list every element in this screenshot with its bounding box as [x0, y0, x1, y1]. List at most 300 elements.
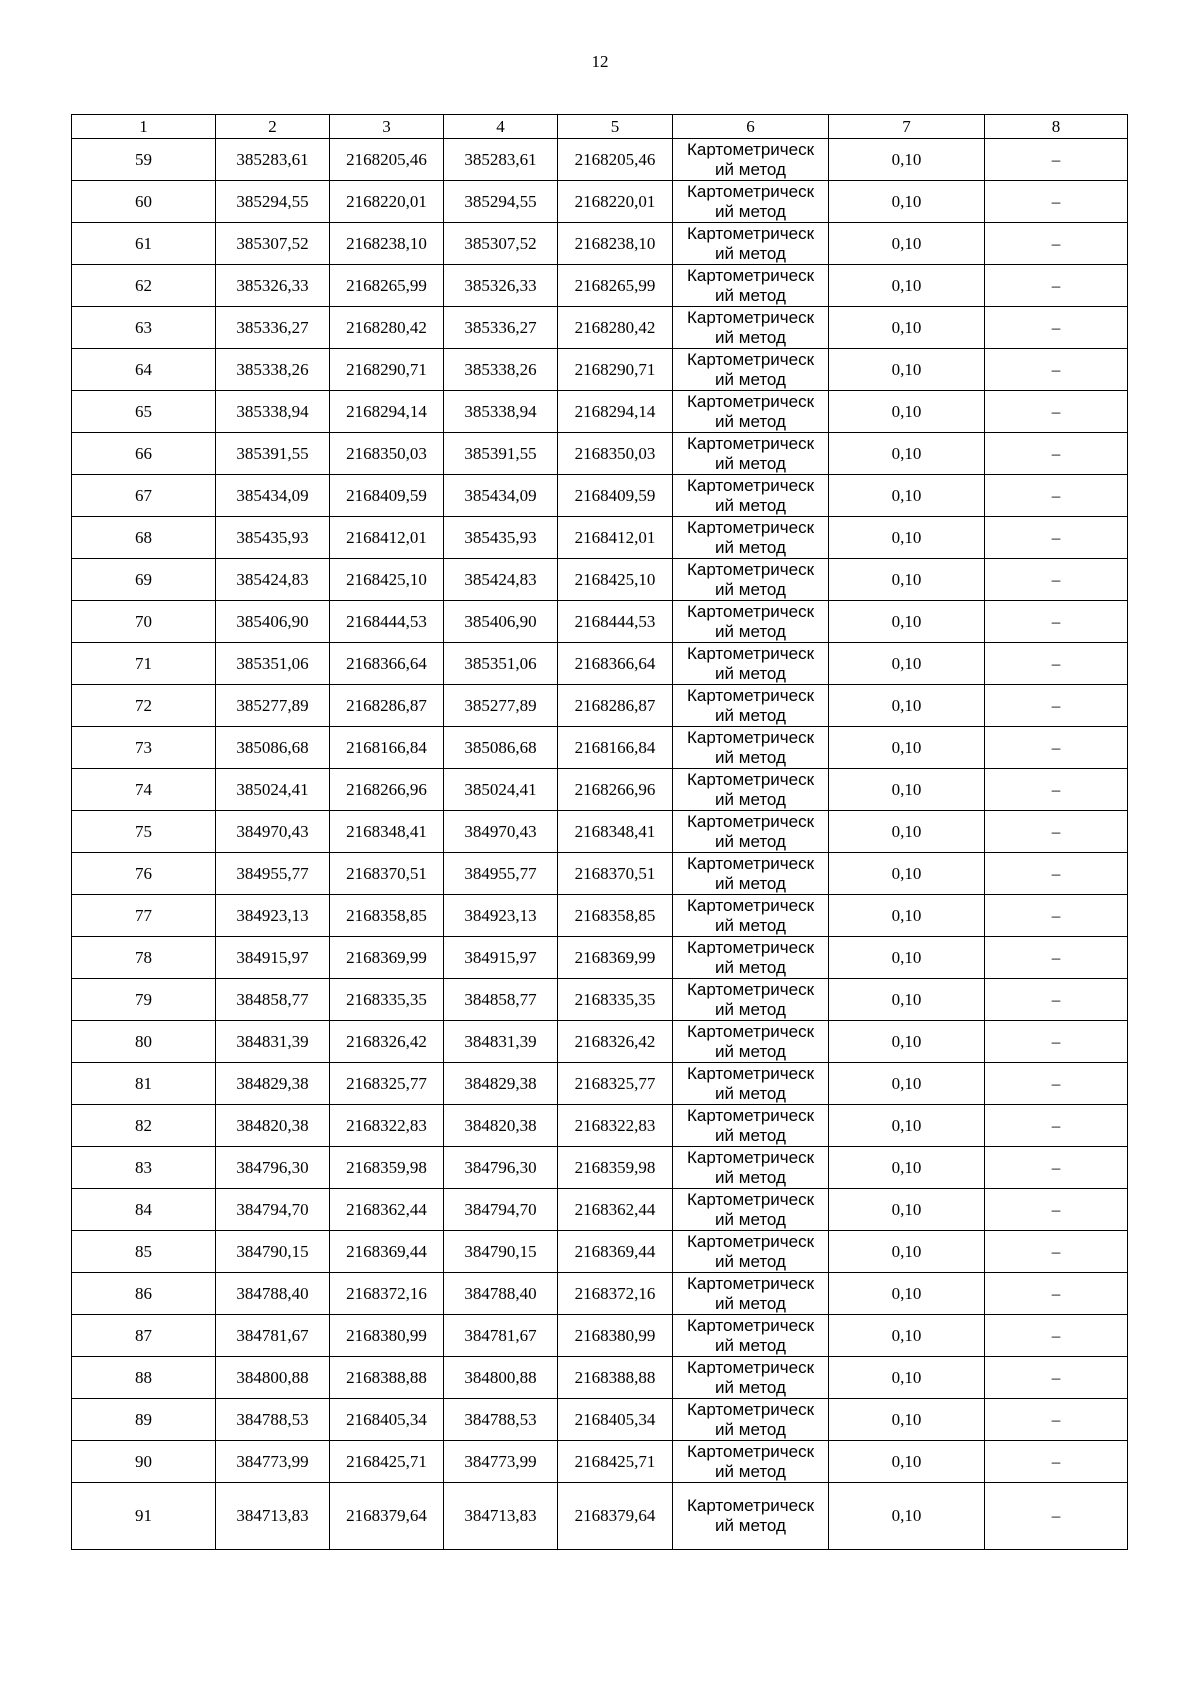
- x-existing-cell: 385338,94: [216, 391, 330, 433]
- x-existing-cell: 385326,33: [216, 265, 330, 307]
- table-row: [72, 979, 1128, 1021]
- method-cell: [673, 475, 829, 517]
- point-number-cell: 74: [72, 769, 216, 811]
- method-cell: [673, 307, 829, 349]
- method-text: Картометрическ: [686, 1021, 815, 1041]
- y-existing-cell: 2168359,98: [330, 1147, 444, 1189]
- point-number-cell: 79: [72, 979, 216, 1021]
- method-cell: [673, 559, 829, 601]
- x-refined-cell: 385338,94: [444, 391, 558, 433]
- method-text: Картометрическ: [686, 349, 815, 369]
- point-number-cell: 87: [72, 1315, 216, 1357]
- y-refined-cell: 2168444,53: [558, 601, 673, 643]
- note-cell: –: [985, 1315, 1128, 1357]
- column-header: 2: [216, 115, 330, 139]
- coordinates-table: [71, 114, 1128, 1550]
- accuracy-cell: 0,10: [829, 181, 985, 223]
- method-cell: [673, 1399, 829, 1441]
- y-refined-cell: 2168348,41: [558, 811, 673, 853]
- column-header: 7: [829, 115, 985, 139]
- method-text: ий метод: [715, 789, 786, 809]
- header-row: [72, 115, 1128, 139]
- x-refined-cell: 385406,90: [444, 601, 558, 643]
- y-existing-cell: 2168265,99: [330, 265, 444, 307]
- point-number-cell: 78: [72, 937, 216, 979]
- y-refined-cell: 2168388,88: [558, 1357, 673, 1399]
- point-number-cell: 67: [72, 475, 216, 517]
- method-text: Картометрическ: [686, 559, 815, 579]
- x-refined-cell: 385338,26: [444, 349, 558, 391]
- y-existing-cell: 2168326,42: [330, 1021, 444, 1063]
- x-existing-cell: 384788,40: [216, 1273, 330, 1315]
- accuracy-cell: 0,10: [829, 349, 985, 391]
- method-cell: [673, 1063, 829, 1105]
- accuracy-cell: 0,10: [829, 1399, 985, 1441]
- y-existing-cell: 2168358,85: [330, 895, 444, 937]
- accuracy-cell: 0,10: [829, 1147, 985, 1189]
- method-text: ий метод: [715, 1419, 786, 1439]
- note-cell: –: [985, 979, 1128, 1021]
- table-row: [72, 517, 1128, 559]
- method-text: ий метод: [715, 201, 786, 221]
- column-header: 1: [72, 115, 216, 139]
- method-text: Картометрическ: [686, 265, 815, 285]
- table-row: [72, 685, 1128, 727]
- y-existing-cell: 2168425,71: [330, 1441, 444, 1483]
- method-text: ий метод: [715, 579, 786, 599]
- method-text: Картометрическ: [686, 1063, 815, 1083]
- point-number-cell: 88: [72, 1357, 216, 1399]
- x-refined-cell: 384829,38: [444, 1063, 558, 1105]
- x-existing-cell: 385294,55: [216, 181, 330, 223]
- table-row: [72, 223, 1128, 265]
- x-refined-cell: 384713,83: [444, 1483, 558, 1550]
- x-existing-cell: 385435,93: [216, 517, 330, 559]
- x-existing-cell: 384796,30: [216, 1147, 330, 1189]
- y-existing-cell: 2168425,10: [330, 559, 444, 601]
- accuracy-cell: 0,10: [829, 1063, 985, 1105]
- method-cell: [673, 685, 829, 727]
- method-cell: [673, 727, 829, 769]
- y-existing-cell: 2168166,84: [330, 727, 444, 769]
- table-row: [72, 1399, 1128, 1441]
- method-cell: [673, 223, 829, 265]
- method-text: Картометрическ: [686, 1231, 815, 1251]
- table-row: [72, 811, 1128, 853]
- y-refined-cell: 2168220,01: [558, 181, 673, 223]
- table-row: [72, 1357, 1128, 1399]
- note-cell: –: [985, 307, 1128, 349]
- y-existing-cell: 2168362,44: [330, 1189, 444, 1231]
- method-text: ий метод: [715, 915, 786, 935]
- y-refined-cell: 2168359,98: [558, 1147, 673, 1189]
- method-text: Картометрическ: [686, 139, 815, 159]
- table-row: [72, 769, 1128, 811]
- table-row: [72, 265, 1128, 307]
- x-existing-cell: 384790,15: [216, 1231, 330, 1273]
- table-row: [72, 727, 1128, 769]
- table-row: [72, 391, 1128, 433]
- table-body: [72, 139, 1128, 1550]
- note-cell: –: [985, 391, 1128, 433]
- method-text: ий метод: [715, 1461, 786, 1481]
- y-existing-cell: 2168266,96: [330, 769, 444, 811]
- y-existing-cell: 2168220,01: [330, 181, 444, 223]
- method-text: ий метод: [715, 1209, 786, 1229]
- table-row: [72, 853, 1128, 895]
- table-row: [72, 1231, 1128, 1273]
- note-cell: –: [985, 517, 1128, 559]
- method-cell: [673, 391, 829, 433]
- note-cell: –: [985, 685, 1128, 727]
- point-number-cell: 65: [72, 391, 216, 433]
- x-existing-cell: 384831,39: [216, 1021, 330, 1063]
- x-refined-cell: 384923,13: [444, 895, 558, 937]
- y-refined-cell: 2168335,35: [558, 979, 673, 1021]
- point-number-cell: 75: [72, 811, 216, 853]
- x-refined-cell: 385391,55: [444, 433, 558, 475]
- method-cell: [673, 895, 829, 937]
- method-text: Картометрическ: [686, 811, 815, 831]
- y-existing-cell: 2168369,44: [330, 1231, 444, 1273]
- method-text: Картометрическ: [686, 853, 815, 873]
- point-number-cell: 71: [72, 643, 216, 685]
- method-text: Картометрическ: [686, 517, 815, 537]
- table-row: [72, 1147, 1128, 1189]
- point-number-cell: 84: [72, 1189, 216, 1231]
- method-text: ий метод: [715, 957, 786, 977]
- x-refined-cell: 384781,67: [444, 1315, 558, 1357]
- x-refined-cell: 384794,70: [444, 1189, 558, 1231]
- x-refined-cell: 385336,27: [444, 307, 558, 349]
- x-existing-cell: 385406,90: [216, 601, 330, 643]
- y-existing-cell: 2168350,03: [330, 433, 444, 475]
- x-refined-cell: 385277,89: [444, 685, 558, 727]
- point-number-cell: 60: [72, 181, 216, 223]
- y-refined-cell: 2168266,96: [558, 769, 673, 811]
- note-cell: –: [985, 1231, 1128, 1273]
- method-cell: [673, 349, 829, 391]
- note-cell: –: [985, 1357, 1128, 1399]
- y-refined-cell: 2168265,99: [558, 265, 673, 307]
- accuracy-cell: 0,10: [829, 811, 985, 853]
- x-existing-cell: 384794,70: [216, 1189, 330, 1231]
- y-existing-cell: 2168379,64: [330, 1483, 444, 1550]
- accuracy-cell: 0,10: [829, 391, 985, 433]
- method-text: ий метод: [715, 621, 786, 641]
- method-cell: [673, 1483, 829, 1550]
- method-text: Картометрическ: [686, 1315, 815, 1335]
- method-text: ий метод: [715, 285, 786, 305]
- y-existing-cell: 2168290,71: [330, 349, 444, 391]
- x-refined-cell: 385434,09: [444, 475, 558, 517]
- method-text: Картометрическ: [686, 601, 815, 621]
- y-existing-cell: 2168366,64: [330, 643, 444, 685]
- method-cell: [673, 1231, 829, 1273]
- note-cell: –: [985, 601, 1128, 643]
- y-refined-cell: 2168425,10: [558, 559, 673, 601]
- accuracy-cell: 0,10: [829, 1231, 985, 1273]
- y-refined-cell: 2168409,59: [558, 475, 673, 517]
- y-refined-cell: 2168379,64: [558, 1483, 673, 1550]
- y-existing-cell: 2168412,01: [330, 517, 444, 559]
- table-row: [72, 1021, 1128, 1063]
- x-refined-cell: 385307,52: [444, 223, 558, 265]
- x-existing-cell: 384773,99: [216, 1441, 330, 1483]
- note-cell: –: [985, 433, 1128, 475]
- y-refined-cell: 2168322,83: [558, 1105, 673, 1147]
- y-refined-cell: 2168290,71: [558, 349, 673, 391]
- method-cell: [673, 643, 829, 685]
- x-refined-cell: 385435,93: [444, 517, 558, 559]
- accuracy-cell: 0,10: [829, 517, 985, 559]
- y-refined-cell: 2168294,14: [558, 391, 673, 433]
- accuracy-cell: 0,10: [829, 895, 985, 937]
- method-cell: [673, 1441, 829, 1483]
- method-cell: [673, 601, 829, 643]
- point-number-cell: 70: [72, 601, 216, 643]
- point-number-cell: 72: [72, 685, 216, 727]
- accuracy-cell: 0,10: [829, 1315, 985, 1357]
- accuracy-cell: 0,10: [829, 1357, 985, 1399]
- y-existing-cell: 2168294,14: [330, 391, 444, 433]
- x-refined-cell: 384788,40: [444, 1273, 558, 1315]
- x-refined-cell: 384915,97: [444, 937, 558, 979]
- y-existing-cell: 2168348,41: [330, 811, 444, 853]
- note-cell: –: [985, 727, 1128, 769]
- table-row: [72, 433, 1128, 475]
- y-existing-cell: 2168322,83: [330, 1105, 444, 1147]
- x-refined-cell: 384820,38: [444, 1105, 558, 1147]
- x-existing-cell: 385086,68: [216, 727, 330, 769]
- method-text: Картометрическ: [686, 1189, 815, 1209]
- x-existing-cell: 385391,55: [216, 433, 330, 475]
- method-text: Картометрическ: [686, 1273, 815, 1293]
- y-refined-cell: 2168205,46: [558, 139, 673, 181]
- y-existing-cell: 2168370,51: [330, 853, 444, 895]
- accuracy-cell: 0,10: [829, 559, 985, 601]
- y-existing-cell: 2168325,77: [330, 1063, 444, 1105]
- x-refined-cell: 385086,68: [444, 727, 558, 769]
- x-refined-cell: 384790,15: [444, 1231, 558, 1273]
- method-text: Картометрическ: [686, 1441, 815, 1461]
- accuracy-cell: 0,10: [829, 1483, 985, 1550]
- method-text: Картометрическ: [686, 223, 815, 243]
- method-cell: [673, 769, 829, 811]
- table-row: [72, 601, 1128, 643]
- method-text: ий метод: [715, 831, 786, 851]
- x-refined-cell: 384800,88: [444, 1357, 558, 1399]
- y-refined-cell: 2168350,03: [558, 433, 673, 475]
- method-text: Картометрическ: [686, 1399, 815, 1419]
- method-cell: [673, 517, 829, 559]
- accuracy-cell: 0,10: [829, 853, 985, 895]
- note-cell: –: [985, 475, 1128, 517]
- note-cell: –: [985, 265, 1128, 307]
- x-existing-cell: 385307,52: [216, 223, 330, 265]
- note-cell: –: [985, 895, 1128, 937]
- x-refined-cell: 385283,61: [444, 139, 558, 181]
- y-refined-cell: 2168369,44: [558, 1231, 673, 1273]
- point-number-cell: 73: [72, 727, 216, 769]
- note-cell: –: [985, 1441, 1128, 1483]
- x-existing-cell: 384955,77: [216, 853, 330, 895]
- accuracy-cell: 0,10: [829, 937, 985, 979]
- y-existing-cell: 2168409,59: [330, 475, 444, 517]
- point-number-cell: 90: [72, 1441, 216, 1483]
- y-refined-cell: 2168412,01: [558, 517, 673, 559]
- method-text: Картометрическ: [686, 181, 815, 201]
- note-cell: –: [985, 349, 1128, 391]
- x-refined-cell: 384955,77: [444, 853, 558, 895]
- point-number-cell: 89: [72, 1399, 216, 1441]
- table-row: [72, 1483, 1128, 1550]
- method-text: ий метод: [715, 1083, 786, 1103]
- accuracy-cell: 0,10: [829, 601, 985, 643]
- x-existing-cell: 385277,89: [216, 685, 330, 727]
- point-number-cell: 59: [72, 139, 216, 181]
- y-refined-cell: 2168286,87: [558, 685, 673, 727]
- method-text: Картометрическ: [686, 895, 815, 915]
- method-cell: [673, 433, 829, 475]
- x-existing-cell: 384858,77: [216, 979, 330, 1021]
- y-existing-cell: 2168380,99: [330, 1315, 444, 1357]
- method-cell: [673, 1189, 829, 1231]
- note-cell: –: [985, 853, 1128, 895]
- note-cell: –: [985, 1273, 1128, 1315]
- point-number-cell: 77: [72, 895, 216, 937]
- accuracy-cell: 0,10: [829, 1441, 985, 1483]
- table-header: [72, 115, 1128, 139]
- accuracy-cell: 0,10: [829, 979, 985, 1021]
- x-existing-cell: 385338,26: [216, 349, 330, 391]
- point-number-cell: 63: [72, 307, 216, 349]
- method-text: ий метод: [715, 663, 786, 683]
- accuracy-cell: 0,10: [829, 1021, 985, 1063]
- table-row: [72, 349, 1128, 391]
- method-text: ий метод: [715, 1335, 786, 1355]
- point-number-cell: 62: [72, 265, 216, 307]
- x-existing-cell: 384800,88: [216, 1357, 330, 1399]
- method-text: ий метод: [715, 705, 786, 725]
- x-refined-cell: 385024,41: [444, 769, 558, 811]
- x-existing-cell: 384788,53: [216, 1399, 330, 1441]
- note-cell: –: [985, 1483, 1128, 1550]
- accuracy-cell: 0,10: [829, 307, 985, 349]
- method-text: Картометрическ: [686, 937, 815, 957]
- note-cell: –: [985, 1063, 1128, 1105]
- y-existing-cell: 2168444,53: [330, 601, 444, 643]
- accuracy-cell: 0,10: [829, 1273, 985, 1315]
- column-header: 6: [673, 115, 829, 139]
- method-cell: [673, 181, 829, 223]
- x-refined-cell: 384773,99: [444, 1441, 558, 1483]
- accuracy-cell: 0,10: [829, 643, 985, 685]
- point-number-cell: 68: [72, 517, 216, 559]
- note-cell: –: [985, 643, 1128, 685]
- method-cell: [673, 937, 829, 979]
- table-row: [72, 937, 1128, 979]
- page-number: 12: [591, 52, 609, 71]
- method-text: Картометрическ: [686, 1147, 815, 1167]
- y-existing-cell: 2168238,10: [330, 223, 444, 265]
- accuracy-cell: 0,10: [829, 223, 985, 265]
- point-number-cell: 66: [72, 433, 216, 475]
- y-refined-cell: 2168238,10: [558, 223, 673, 265]
- method-text: Картометрическ: [686, 391, 815, 411]
- accuracy-cell: 0,10: [829, 769, 985, 811]
- y-existing-cell: 2168372,16: [330, 1273, 444, 1315]
- table-row: [72, 139, 1128, 181]
- point-number-cell: 91: [72, 1483, 216, 1550]
- table-row: [72, 895, 1128, 937]
- method-text: ий метод: [715, 873, 786, 893]
- column-header: 3: [330, 115, 444, 139]
- method-text: ий метод: [715, 159, 786, 179]
- x-refined-cell: 384831,39: [444, 1021, 558, 1063]
- x-existing-cell: 385351,06: [216, 643, 330, 685]
- method-cell: [673, 979, 829, 1021]
- y-existing-cell: 2168405,34: [330, 1399, 444, 1441]
- x-existing-cell: 384915,97: [216, 937, 330, 979]
- point-number-cell: 86: [72, 1273, 216, 1315]
- method-text: ий метод: [715, 327, 786, 347]
- method-cell: [673, 1021, 829, 1063]
- accuracy-cell: 0,10: [829, 433, 985, 475]
- y-refined-cell: 2168326,42: [558, 1021, 673, 1063]
- point-number-cell: 82: [72, 1105, 216, 1147]
- x-refined-cell: 384970,43: [444, 811, 558, 853]
- note-cell: –: [985, 769, 1128, 811]
- table-row: [72, 475, 1128, 517]
- x-existing-cell: 385434,09: [216, 475, 330, 517]
- method-text: ий метод: [715, 453, 786, 473]
- y-refined-cell: 2168370,51: [558, 853, 673, 895]
- method-text: Картометрическ: [686, 1496, 815, 1515]
- note-cell: –: [985, 811, 1128, 853]
- column-header: 5: [558, 115, 673, 139]
- x-refined-cell: 384858,77: [444, 979, 558, 1021]
- method-text: ий метод: [715, 1516, 786, 1535]
- accuracy-cell: 0,10: [829, 727, 985, 769]
- method-text: ий метод: [715, 369, 786, 389]
- x-existing-cell: 385424,83: [216, 559, 330, 601]
- method-text: ий метод: [715, 411, 786, 431]
- accuracy-cell: 0,10: [829, 475, 985, 517]
- y-refined-cell: 2168366,64: [558, 643, 673, 685]
- method-cell: [673, 1273, 829, 1315]
- method-text: ий метод: [715, 495, 786, 515]
- y-refined-cell: 2168405,34: [558, 1399, 673, 1441]
- point-number-cell: 76: [72, 853, 216, 895]
- table-row: [72, 1273, 1128, 1315]
- y-refined-cell: 2168166,84: [558, 727, 673, 769]
- note-cell: –: [985, 1189, 1128, 1231]
- table-row: [72, 1063, 1128, 1105]
- x-existing-cell: 384970,43: [216, 811, 330, 853]
- column-header: 4: [444, 115, 558, 139]
- method-cell: [673, 811, 829, 853]
- x-existing-cell: 384820,38: [216, 1105, 330, 1147]
- method-text: Картометрическ: [686, 979, 815, 999]
- column-header: 8: [985, 115, 1128, 139]
- table-row: [72, 559, 1128, 601]
- method-text: ий метод: [715, 1041, 786, 1061]
- method-cell: [673, 265, 829, 307]
- x-existing-cell: 384923,13: [216, 895, 330, 937]
- y-existing-cell: 2168205,46: [330, 139, 444, 181]
- point-number-cell: 61: [72, 223, 216, 265]
